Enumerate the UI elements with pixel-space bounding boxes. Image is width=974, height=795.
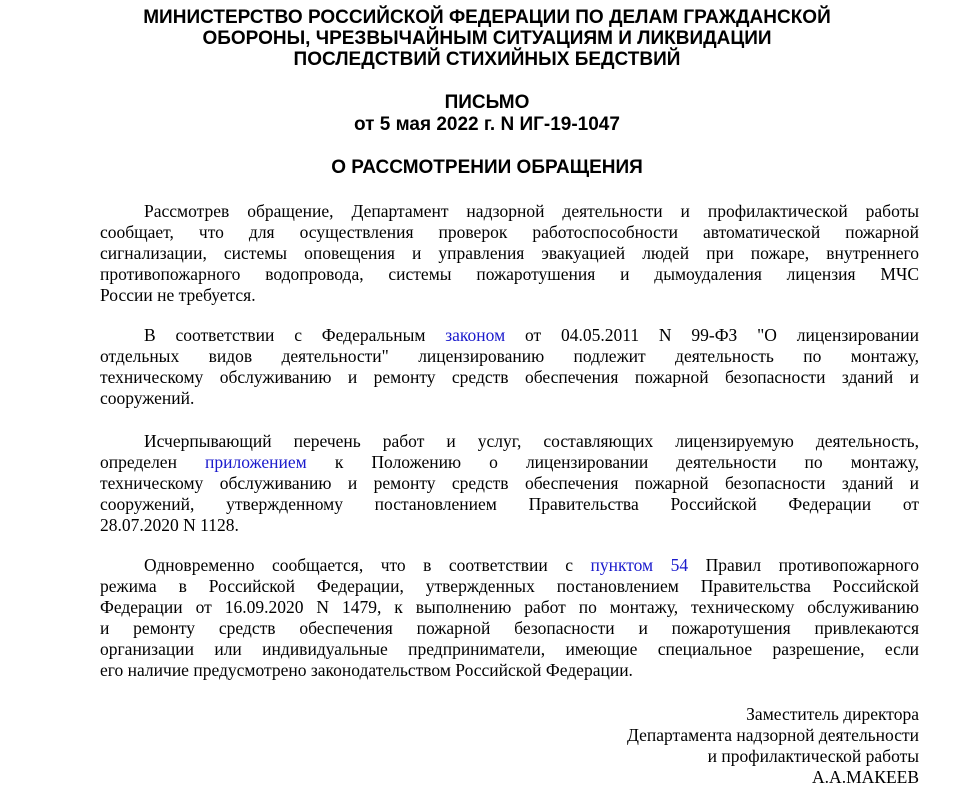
- paragraph-line: сообщает, что для осуществления проверок работоспособности автоматической пожарной: [100, 222, 919, 242]
- paragraph-line: Исчерпывающий перечень работ и услуг, составляющих лицензируемую деятельность,: [144, 431, 919, 451]
- paragraph-line: и ремонту средств обеспечения пожарной безопасности и пожаротушения привлекаются: [100, 618, 919, 638]
- paragraph-line: сигнализации, системы оповещения и управления эвакуацией людей при пожаре, внутреннего: [100, 243, 919, 263]
- paragraph-2: [100, 325, 919, 409]
- paragraph-1: [100, 201, 919, 306]
- signer-position: Заместитель директора: [746, 704, 919, 724]
- paragraph-line: сооружений.: [100, 388, 195, 408]
- paragraph-line: [100, 555, 919, 576]
- paragraph-4: [100, 555, 919, 681]
- ministry-name: [0, 7, 974, 70]
- law-link[interactable]: законом: [445, 325, 506, 345]
- signer-department: и профилактической работы: [707, 746, 919, 766]
- paragraph-3: [100, 431, 919, 536]
- paragraph-text: В соответствии с Федеральным: [144, 325, 426, 345]
- paragraph-text: Правил противопожарного: [705, 555, 919, 575]
- paragraph-line: отдельных видов деятельности" лицензированию подлежит деятельность по монтажу,: [100, 346, 919, 366]
- appendix-link[interactable]: приложением: [205, 452, 307, 472]
- signature-block: [627, 704, 919, 788]
- paragraph-line: его наличие предусмотрено законодательством Российской Федерации.: [100, 660, 633, 680]
- paragraph-line: России не требуется.: [100, 285, 256, 305]
- paragraph-text: от 04.05.2011 N 99-ФЗ "О лицензировании: [524, 325, 919, 345]
- paragraph-line: техническому обслуживанию и ремонту средств обеспечения пожарной безопасности зданий и: [100, 367, 919, 387]
- ministry-name-line: ПОСЛЕДСТВИЙ СТИХИЙНЫХ БЕДСТВИЙ: [293, 49, 681, 70]
- paragraph-line: Рассмотрев обращение, Департамент надзорной деятельности и профилактической работы: [144, 201, 919, 221]
- ministry-name-line: ОБОРОНЫ, ЧРЕЗВЫЧАЙНЫМ СИТУАЦИЯМ И ЛИКВИДАЦИИ: [202, 28, 772, 49]
- paragraph-line: противопожарного водопровода, системы пожаротушения и дымоудаления лицензия МЧС: [100, 264, 919, 284]
- paragraph-line: техническому обслуживанию и ремонту средств обеспечения пожарной безопасности зданий и: [100, 473, 919, 493]
- document-subject: О РАССМОТРЕНИИ ОБРАЩЕНИЯ: [331, 157, 643, 178]
- paragraph-line: [100, 452, 919, 473]
- paragraph-line: 28.07.2020 N 1128.: [100, 515, 239, 535]
- paragraph-line: [100, 325, 919, 346]
- paragraph-line: организации или индивидуальные предприниматели, имеющие специальное разрешение, если: [100, 639, 919, 659]
- paragraph-line: сооружений, утвержденному постановлением Правительства Российской Федерации от: [100, 494, 919, 514]
- document-date-number: от 5 мая 2022 г. N ИГ-19-1047: [354, 114, 620, 135]
- ministry-name-line: МИНИСТЕРСТВО РОССИЙСКОЙ ФЕДЕРАЦИИ ПО ДЕЛАМ ГРАЖДАНСКОЙ: [143, 7, 831, 28]
- paragraph-line: режима в Российской Федерации, утвержденных постановлением Правительства Российской: [100, 576, 919, 596]
- paragraph-line: Федерации от 16.09.2020 N 1479, к выполнению работ по монтажу, техническому обслуживанию: [100, 597, 919, 617]
- paragraph-text: Одновременно сообщается, что в соответствии с: [144, 555, 573, 575]
- signer-name: А.А.МАКЕЕВ: [812, 767, 919, 787]
- signer-department: Департамента надзорной деятельности: [626, 725, 919, 745]
- paragraph-text: к Положению о лицензировании деятельности по монтажу,: [334, 452, 920, 472]
- document-type: ПИСЬМО: [444, 92, 530, 113]
- paragraph-text: определен: [100, 452, 177, 472]
- clause-link[interactable]: пунктом 54: [590, 555, 689, 575]
